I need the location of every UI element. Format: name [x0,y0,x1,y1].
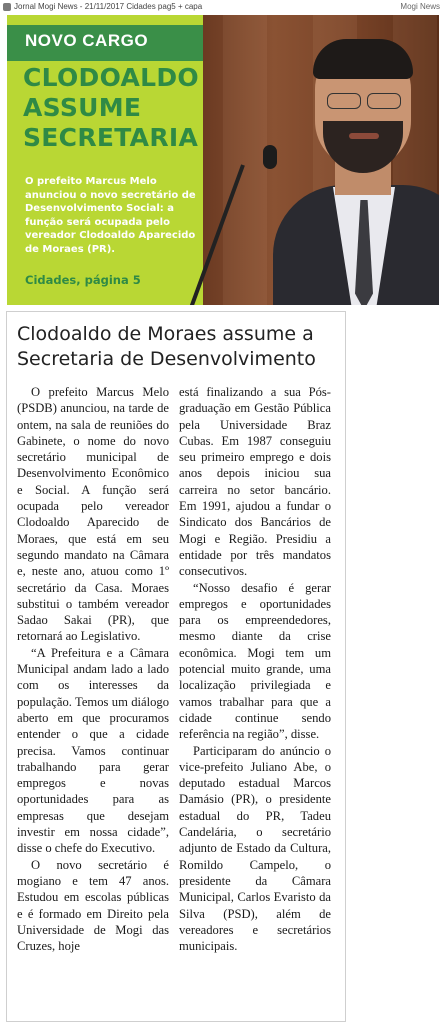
mouth-shape [349,133,379,139]
section-tag: NOVO CARGO [25,31,149,50]
clipping-header [0,0,446,14]
news-article [6,311,346,1022]
article-column-2 [179,384,331,954]
paragraph: Participaram do anúncio o vice-prefeito Juliano Abe, o deputado estadual Marcos Damásio (PR), o presidente estadual do PR, Tadeu Candelária, o secretário adjunto de Estado da Cultura, Romildo Campelo, o presidente da Câmara Municipal, Carlos Evaristo da Silva (PSD), além de vereadores e secretários municipais. [179,743,331,954]
front-page-teaser [7,15,439,305]
paragraph: “A Prefeitura e a Câmara Municipal andam lado a lado com os interesses da população. Temos um diálogo aberto em que procuramos entender o que a cidade precisa. Vamos continuar trabalhando para gerar empregos e novas oportunidades para as empresas que desejam investir em nossa cidade”, disse o chefe do Executivo. [17,645,169,856]
teaser-lede: O prefeito Marcus Melo anunciou o novo secretário de Desenvolvimento Social: a função será ocupada pelo vereador Clodoaldo Aparecido de Moraes (PR). [25,176,196,255]
article-title: Clodoaldo de Moraes assume a Secretaria de Desenvolvimento [17,323,316,370]
headline-line-1: CLODOALDO [23,63,199,92]
clipping-source: Jornal Mogi News - 21/11/2017 Cidades pag5 + capa [14,2,203,11]
paragraph: O novo secretário é mogiano e tem 47 anos. Estudou em escolas públicas e é formado em Direito pela Universidade de Mogi das Cruzes, hoje [17,857,169,954]
page-reference: Cidades, página 5 [25,273,141,287]
headline-line-3: SECRETARIA [23,123,199,152]
portrait-photo [203,15,439,305]
brand-label: Mogi News [400,2,440,11]
paragraph: “Nosso desafio é gerar empregos e oportunidades para os empreendedores, mesmo diante da crise econômica. Mogi tem um potencial muito grande, uma localização privilegiada e vamos trabalhar para que a cidade continue sendo referência na região”, disse. [179,580,331,742]
glasses-icon [321,93,407,109]
paragraph: está finalizando a sua Pós-graduação em Gestão Pública pela Universidade Braz Cubas. Em 1987 conseguiu seu primeiro emprego e dois anos depois iniciou sua carreira no setor bancário. Em 1991, ajudou a fundar o Sindicato dos Bancários de Mogi e Região. Presidiu a entidade por três mandatos consecutivos. [179,385,331,579]
hair-shape [313,39,413,79]
microphone-icon [263,145,277,169]
newspaper-logo-icon [3,3,11,11]
headline-line-2: ASSUME [23,93,142,122]
paragraph: O prefeito Marcus Melo (PSDB) anunciou, na tarde de ontem, na sala de reuniões do Gabinete, o nome do novo secretário municipal de Desenvolvimento Econômico e Social. A função será ocupada pelo vereador Clodoaldo Aparecido de Moraes, que está em seu segundo mandato na Câmara e, neste ano, atuou como 1º secretário da Casa. Moraes substitui o também vereador Sadao Sakai (PR), que retornará ao Legislativo. [17,385,169,644]
article-column-1 [17,384,169,954]
